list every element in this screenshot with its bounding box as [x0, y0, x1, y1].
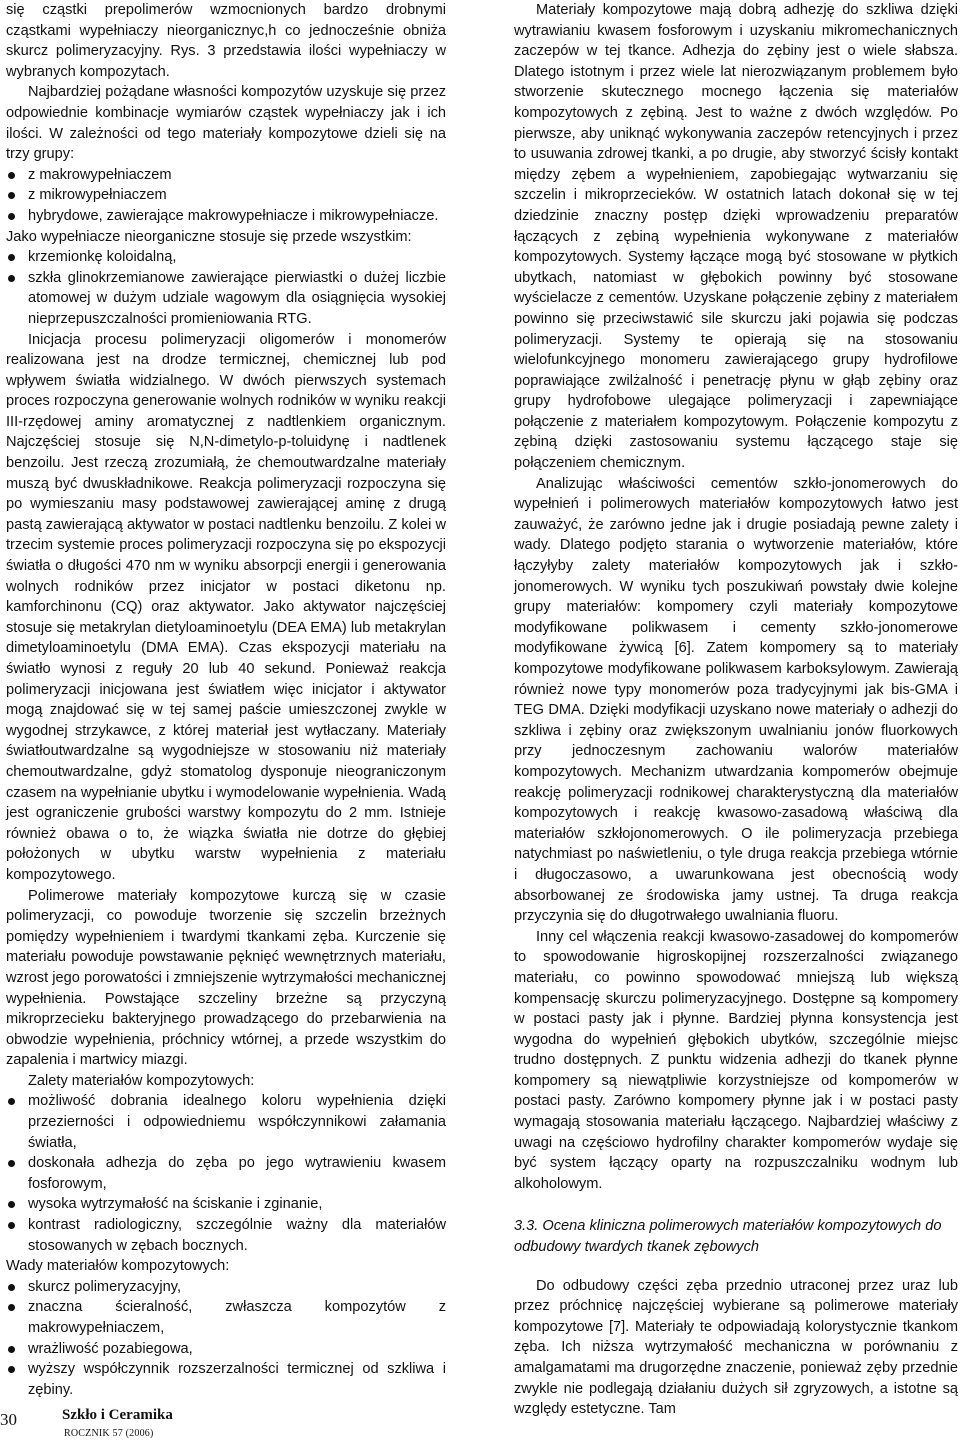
journal-name: Szkło i Ceramika: [62, 1407, 173, 1423]
disadvantages-list: [6, 1277, 446, 1401]
page-footer: [0, 1404, 300, 1442]
list-item: wyższy współczynnik rozszerzalności termicznej od szkliwa i zębiny.: [6, 1359, 446, 1400]
list-item: krzemionkę koloidalną,: [6, 247, 446, 268]
paragraph: Inny cel włączenia reakcji kwasowo-zasadowej do kompomerów to spowodowanie higroskopijnej rozszerzalności związanego materiału, co powinno spowodować mniejszą lub większą kompensację skurczu polimeryzacyjnego. Dostępne są kompomery w postaci pasty jak i płynne. Bardziej płynna konsystencja jest wygodna do wypełnień głębokich ubytków, szczególnie miejsc trudno dostępnych. Z punktu widzenia adhezji do tkanek płynne kompomery są niewątpliwie korzystniejsze od kompomerów w postaci pasty. Zarówno kompomery płynne jak i w postaci pasty wymagają stosowania materiału łączącego. Najbardziej właściwy z uwagi na częściowo hydrofilny charakter kompomerów wydaje się być system łączący oparty na rozpuszczalniku wodnym lub alkoholowym.: [514, 928, 958, 1192]
list-item: kontrast radiologiczny, szczególnie ważny dla materiałów stosowanych w zębach bocznych.: [6, 1215, 446, 1256]
paragraph: Polimerowe materiały kompozytowe kurczą się w czasie polimeryzacji, co powoduje tworzenie się szczelin brzeżnych pomiędzy wypełnieniem i twardymi tkankami zęba. Kurczenie się materiału powoduje powstawanie pęknięć wewnętrznych materiału, wzrost jego porowatości i zmniejszenie wytrzymałości mechanicznej wypełnienia. Powstające szczeliny brzeżne są przyczyną mikroprzecieku bakteryjnego prowadzącego do przebarwienia na obwodzie wypełnienia, próchnicy wtórnej, a przede wszystkim do zapalenia i martwicy miazgi.: [6, 887, 446, 1069]
fillers-list: [6, 247, 446, 329]
paragraph: Zalety materiałów kompozytowych:: [28, 1072, 255, 1089]
composite-groups-list: [6, 165, 446, 227]
list-item: możliwość dobrania idealnego koloru wypełnienia dzięki przezierności i odpowiedniemu współczynnikowi załamania światła,: [6, 1091, 446, 1153]
paragraph: Do odbudowy części zęba przednio utraconej przez uraz lub przez próchnicę najczęściej wybierane są polimerowe materiały kompozytowe [7]. Materiały te odpowiadają kolorystycznie tkankom zęba. Ich niższa wytrzymałość mechaniczna w porównaniu z amalgamatami ma drugorzędne znaczenie, ponieważ zęby przednie zwykle nie podlegają działaniu dużych sił zgryzowych, a istotne są względy estetyczne. Tam: [514, 1277, 958, 1418]
paragraph: Inicjacja procesu polimeryzacji oligomerów i monomerów realizowana jest na drodze termicznej, chemicznej lub pod wpływem światła widzialnego. W dwóch pierwszych systemach proces rozpoczyna generowanie wolnych rodników w wyniku reakcji III-rzędowej aminy aromatycznej z nadtlenkiem organicznym. Najczęściej stosuje się N,N-dimetylo-p-toluidynę i nadtlenek benzoilu. Jest rzeczą zrozumiałą, że chemoutwardzalne materiały muszą być dwuskładnikowe. Reakcja polimeryzacji rozpoczyna się po wymieszaniu masy podstawowej zawierającej aminę z drugą pastą zawierającą aktywator w postaci nadtlenku benzoilu. Z kolei w trzecim systemie proces polimeryzacji rozpoczyna się po ekspozycji światła o długości 470 nm w wyniku absorpcji energii i generowania wolnych rodników przez inicjator w postaci diketonu np. kamforchinonu (CQ) oraz aktywator. Jako aktywator najczęściej stosuje się metakrylan dietyloaminoetylu (DEA EMA) lub metakrylan dimetyloaminoetylu (DMA EMA). Czas ekspozycji materiału na światło wynosi z reguły 20 lub 40 sekund. Ponieważ reakcja polimeryzacji inicjowana jest światłem więc inicjator i aktywator mogą znajdować się w tej samej paście umieszczonej zwykle w wygodnej strzykawce, z której materiał jest wytłaczany. Materiały światłoutwardzalne są wygodniejsze w stosowaniu niż materiały chemoutwardzalne, gdyż stomatolog dysponuje nieograniczonym czasem na wypełnianie ubytku i wymodelowanie wypełnienia. Wadą jest ograniczenie grubości warstwy kompozytu do 2 mm. Istnieje również obawa o to, że wiązka światła nie dotrze do głębiej położonych w ubytku warstw wypełnienia z materiału kompozytowego.: [6, 331, 446, 883]
list-item: z mikrowypełniaczem: [6, 185, 446, 206]
advantages-list: [6, 1091, 446, 1256]
list-item: doskonała adhezja do zęba po jego wytrawieniu kwasem fosforowym,: [6, 1153, 446, 1194]
paragraph: Najbardziej pożądane własności kompozytów uzyskuje się przez odpowiednie kombinacje wymiarów cząstek wypełniaczy jak i ich ilości. W zależności od tego materiały kompozytowe dzieli się na trzy grupy:: [6, 84, 446, 163]
left-column: [6, 0, 446, 1400]
right-column: [514, 0, 958, 1420]
list-item: hybrydowe, zawierające makrowypełniacze i mikrowypełniacze.: [6, 206, 446, 227]
paragraph: Analizując właściwości cementów szkło-jonomerowych do wypełnień i polimerowych materiałów kompozytowych łatwo jest zauważyć, że zarówno jedne jak i drugie posiadają pewne zalety i wady. Dlatego podjęto starania o wytworzenie materiałów, które łączyłyby zalety materiałów kompozytowych jak i szkło-jonomerowych. W wyniku tych poszukiwań powstały dwie kolejne grupy materiałów: kompomery czyli materiały kompozytowe modyfikowane polikwasem i cementy szkło-jonomerowe modyfikowane żywicą [6]. Zatem kompomery są to materiały kompozytowe modyfikowane polikwasem karboksylowym. Zawierają również nowe typy monomerów poza tradycyjnymi jak bis-GMA i TEG DMA. Dzięki modyfikacji uzyskano nowe materiały o adhezji do szkliwa i zębiny oraz zwiększonym uwalnianiu jonów fluorkowych przy jednoczesnym zachowaniu walorów materiałów kompozytowych. Mechanizm utwardzania kompomerów obejmuje reakcję polimeryzacji rodnikowej charakterystyczną dla materiałów kompozytowych i reakcję kwasowo-zasadową właściwą dla materiałów szkłojonomerowych. O ile polimeryzacja przebiega natychmiast po naświetleniu, o tyle druga reakcja przebiega wtórnie i długoczasowo, a uwarunkowana jest obecnością wody absorbowanej ze środowiska jamy ustnej. Ta druga reakcja przyczynia się do długotrwałego uwalniania fluoru.: [514, 475, 958, 925]
list-item: szkła glinokrzemianowe zawierające pierwiastki o dużej liczbie atomowej w dużym udziale wagowym dla osiągnięcia wysokiej nieprzepuszczalności promieniowania RTG.: [6, 268, 446, 330]
list-item: wysoka wytrzymałość na ściskanie i zginanie,: [6, 1194, 446, 1215]
section-heading: 3.3. Ocena kliniczna polimerowych materiałów kompozytowych do odbudowy twardych tkanek zębowych: [514, 1218, 942, 1256]
list-item: skurcz polimeryzacyjny,: [6, 1277, 446, 1298]
paragraph: Materiały kompozytowe mają dobrą adhezję do szkliwa dzięki wytrawianiu kwasem fosforowym i uzyskaniu mikromechanicznych zaczepów w tej tkance. Adhezja do zębiny jest o wiele słabsza. Dlatego istotnym i przez wiele lat nierozwiązanym problemem było stworzenie skutecznego mocnego łączenia się materiałów kompozytowych z zębiną. Jest to ważne z dwóch względów. Po pierwsze, aby uniknąć wykonywania zaczepów retencyjnych i przez to usuwania zdrowej tkanki, a po drugie, aby stworzyć ścisły kontakt między zębem a wypełnieniem, zapobiegając wytwarzaniu się szczelin i mikroprzecieków. W ostatnich latach dokonał się w tej dziedzinie znaczny postęp dzięki wprowadzeniu preparatów łączących z zębiną wypełnienia wykonywane z materiałów kompozytowych. Systemy łączące mogą być stosowane w płytkich ubytkach, natomiast w głębokich powinny być stosowane wyścielacze z cementów. Uzyskane połączenie zębiny z materiałem powinno się przeciwstawić sile skurczu jaki pojawia się podczas polimeryzacji. Systemy te opierają się na stosowaniu wielofunkcyjnego monomeru zawierającego grupy hydrofilowe poprawiające zwilżalność i penetrację płynu w głąb zębiny oraz grupy hydrofobowe ulegające polimeryzacji i zapewniające połączenie z materiałem kompozytowym. Połączenie kompozytu z zębiną dzięki zastosowaniu systemu łączącego staje się połączeniem chemicznym.: [514, 2, 958, 472]
page-number: 30: [0, 1410, 17, 1429]
list-item: wrażliwość pozabiegowa,: [6, 1339, 446, 1360]
paragraph: Wady materiałów kompozytowych:: [6, 1258, 230, 1275]
paragraph: Jako wypełniacze nieorganiczne stosuje się przede wszystkim:: [6, 228, 412, 245]
list-item: z makrowypełniaczem: [6, 165, 446, 186]
journal-volume: ROCZNIK 57 (2006): [64, 1428, 154, 1439]
list-item: znaczna ścieralność, zwłaszcza kompozytów z makrowypełniaczem,: [6, 1297, 446, 1338]
paragraph: się cząstki prepolimerów wzmocnionych bardzo drobnymi cząstkami wypełniaczy nieorganicznyc,h co jednocześnie obniża skurcz polimeryzacyjny. Rys. 3 przedstawia ilości wypełniaczy w wybranych kompozytach.: [6, 2, 446, 80]
